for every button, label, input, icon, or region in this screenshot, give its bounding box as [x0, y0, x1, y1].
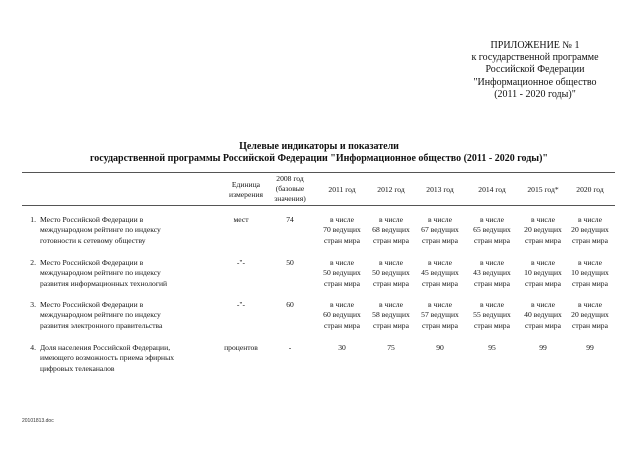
- row-value-2013: в числе 67 ведущих стран мира: [421, 215, 459, 245]
- row-value-2013: в числе 57 ведущих стран мира: [421, 300, 459, 330]
- row-value-2012: в числе 50 ведущих стран мира: [372, 258, 410, 288]
- row-value-2015: в числе 10 ведущих стран мира: [524, 258, 562, 288]
- appendix-line: "Информационное общество: [473, 76, 597, 88]
- row-indicator-name: Место Российской Федерации в международном рейтинге по индексу готовности к сетевому обществу: [40, 215, 161, 245]
- row-value-2013: в числе 45 ведущих стран мира: [421, 258, 459, 288]
- row-value-2015: 99: [539, 343, 547, 352]
- row-base-value: 60: [286, 300, 294, 309]
- row-value-2020: в числе 20 ведущих стран мира: [571, 215, 609, 245]
- header-year-2014: 2014 год: [478, 185, 506, 194]
- row-unit: процентов: [224, 343, 258, 352]
- row-value-2011: в числе 50 ведущих стран мира: [323, 258, 361, 288]
- header-unit: Единица измерения: [229, 180, 263, 199]
- header-year-2012: 2012 год: [377, 185, 405, 194]
- appendix-line: Российской Федерации: [485, 64, 585, 76]
- title-line-2: государственной программы Российской Федерации "Информационное общество (2011 - 2020 годы)": [90, 153, 548, 164]
- row-number: 4.: [30, 343, 36, 352]
- header-year-2011: 2011 год: [328, 185, 356, 194]
- row-value-2012: 75: [387, 343, 395, 352]
- row-value-2020: в числе 10 ведущих стран мира: [571, 258, 609, 288]
- table-top-rule: [22, 172, 615, 173]
- row-value-2012: в числе 68 ведущих стран мира: [372, 215, 410, 245]
- header-base: 2008 год (базовые значения): [274, 174, 306, 203]
- row-value-2020: 99: [586, 343, 594, 352]
- row-indicator-name: Доля населения Российской Федерации, имеющего возможность приема эфирных цифровых телеканалов: [40, 343, 175, 373]
- row-unit: -"-: [236, 300, 246, 309]
- row-unit: мест: [233, 215, 249, 224]
- header-year-2015: 2015 год*: [527, 185, 559, 194]
- row-number: 3.: [30, 300, 36, 309]
- document-footer-filename: 20101813.doc: [22, 418, 54, 424]
- document-title: [0, 141, 638, 165]
- row-value-2011: в числе 60 ведущих стран мира: [323, 300, 361, 330]
- table-header-rule: [22, 205, 615, 206]
- header-year-2013: 2013 год: [426, 185, 454, 194]
- row-value-2015: в числе 20 ведущих стран мира: [524, 215, 562, 245]
- row-value-2014: в числе 43 ведущих стран мира: [473, 258, 511, 288]
- row-indicator-name: Место Российской Федерации в международном рейтинге по индексу развития информационных технологий: [40, 258, 168, 288]
- row-number: 1.: [30, 215, 36, 224]
- row-base-value: 50: [286, 258, 294, 267]
- title-line-1: Целевые индикаторы и показатели: [239, 141, 399, 152]
- row-base-value: -: [288, 343, 292, 352]
- row-value-2013: 90: [436, 343, 444, 352]
- row-value-2014: в числе 65 ведущих стран мира: [473, 215, 511, 245]
- header-year-2020: 2020 год: [576, 185, 604, 194]
- row-value-2014: в числе 55 ведущих стран мира: [473, 300, 511, 330]
- row-number: 2.: [30, 258, 36, 267]
- row-value-2011: 30: [338, 343, 346, 352]
- row-base-value: 74: [286, 215, 294, 224]
- appendix-line: ПРИЛОЖЕНИЕ № 1: [490, 40, 580, 51]
- row-indicator-name: Место Российской Федерации в международном рейтинге по индексу развития электронного правительства: [40, 300, 163, 330]
- row-value-2015: в числе 40 ведущих стран мира: [524, 300, 562, 330]
- row-value-2014: 95: [488, 343, 496, 352]
- appendix-line: к государственной программе: [471, 52, 599, 64]
- appendix-block: [440, 40, 630, 101]
- row-value-2020: в числе 20 ведущих стран мира: [571, 300, 609, 330]
- row-value-2012: в числе 58 ведущих стран мира: [372, 300, 410, 330]
- row-unit: -"-: [236, 258, 246, 267]
- row-value-2011: в числе 70 ведущих стран мира: [323, 215, 361, 245]
- appendix-line: (2011 - 2020 годы)": [494, 88, 576, 100]
